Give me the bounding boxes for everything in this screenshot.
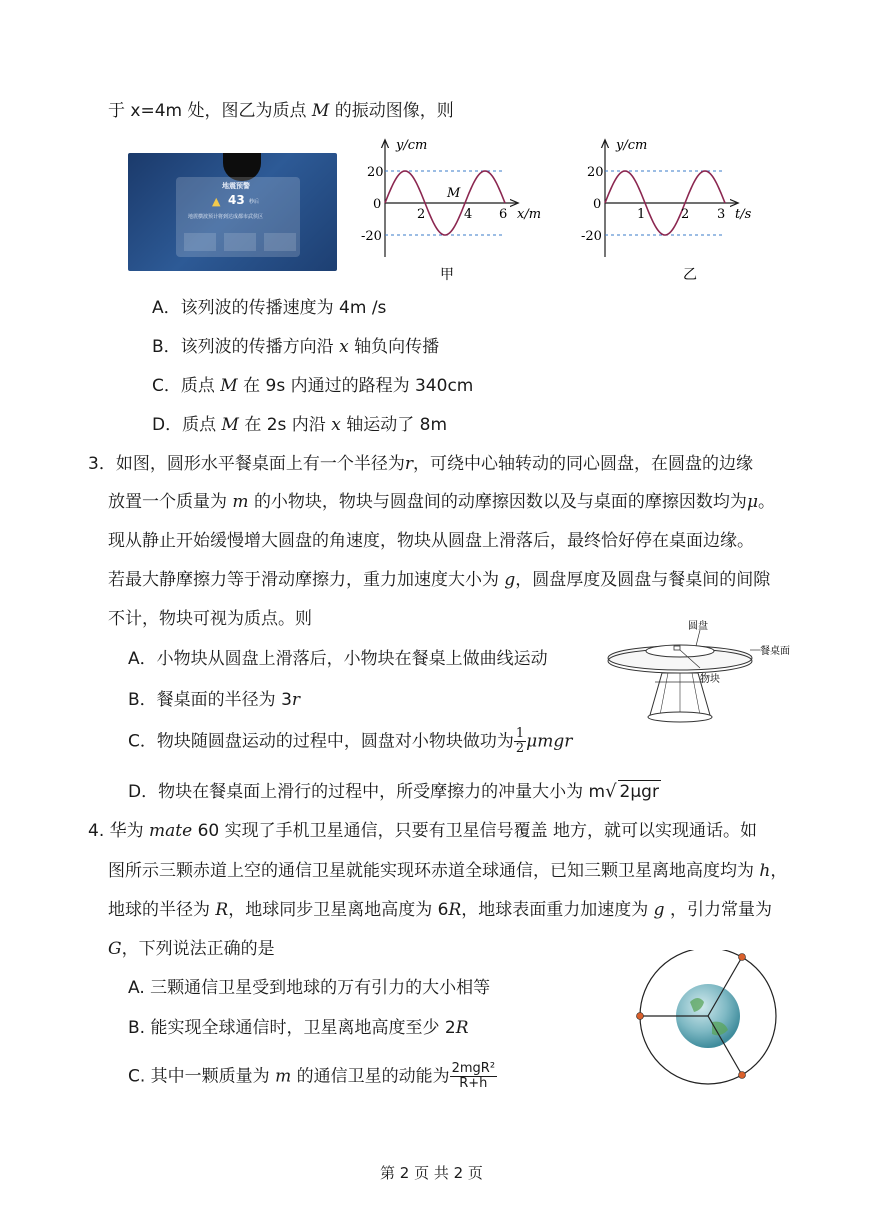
var-m: m xyxy=(275,1066,292,1087)
x-label: t/s xyxy=(735,207,752,222)
warning-triangle-icon: ▲ xyxy=(212,195,221,208)
table-base xyxy=(648,712,712,722)
option-text-end: 轴运动了 8m xyxy=(346,415,447,435)
var-g: g xyxy=(504,570,516,590)
numerator: 2mgR² xyxy=(451,1061,496,1076)
label-table: 餐桌面 xyxy=(760,646,790,657)
q4-option-a xyxy=(128,977,490,999)
q3-option-c xyxy=(128,727,572,756)
var-m: M xyxy=(220,376,238,396)
countdown-unit: 秒后 xyxy=(249,199,260,205)
y-tick-neg20: -20 xyxy=(581,229,602,244)
option-text-end: 在 9s 内通过的路程为 340cm xyxy=(243,376,474,396)
disk-pointer xyxy=(696,630,700,646)
var-h: h xyxy=(759,861,771,881)
var-r: r xyxy=(291,690,301,710)
option-text: B．餐桌面的半径为 3 xyxy=(128,690,292,710)
option-text: B．该列波的传播方向沿 xyxy=(152,337,334,357)
text: 。 xyxy=(758,492,775,512)
label-block: 物块 xyxy=(700,674,720,685)
y-tick-0: 0 xyxy=(373,197,382,212)
q4-line-2 xyxy=(108,860,787,882)
var-x: x xyxy=(339,337,349,357)
q3-line-5 xyxy=(108,608,312,630)
text: 的小物块，物块与圆盘间的动摩擦因数以及与桌面的摩擦因数均为 xyxy=(253,492,747,512)
option-text: 的通信卫星的动能为 xyxy=(296,1066,450,1087)
photo-button-3 xyxy=(264,233,296,251)
sqrt-icon: √ xyxy=(605,781,617,802)
option-text: B. 能实现全球通信时，卫星离地高度至少 2 xyxy=(128,1018,456,1038)
q3-option-a xyxy=(128,648,548,670)
q3-line-4 xyxy=(108,569,770,591)
satellite-2 xyxy=(637,1013,644,1020)
text: 图所示三颗赤道上空的通信卫星就能实现环赤道全球通信，已知三颗卫星离地高度均为 xyxy=(108,861,754,881)
var-R: R xyxy=(215,900,229,920)
option-text: C. 其中一颗质量为 xyxy=(128,1066,270,1087)
q2-option-c xyxy=(152,375,473,397)
point-m-label: M xyxy=(447,186,461,201)
intro-text: 于 x=4m 处，图乙为质点 xyxy=(108,101,307,121)
text: 地球的半径为 xyxy=(108,900,210,920)
q3-line-2 xyxy=(108,491,775,513)
y-label: y/cm xyxy=(396,138,428,153)
caption-yi: 乙 xyxy=(683,267,697,283)
option-text: D．质点 xyxy=(152,415,217,435)
var-R: R xyxy=(448,900,462,920)
earthquake-warning-photo xyxy=(128,153,337,271)
photo-title: 地震预警 xyxy=(222,182,250,190)
option-text: A．该列波的传播速度为 4m /s xyxy=(152,298,387,318)
text: ，可绕中心轴转动的同心圆盘，在圆盘的边缘 xyxy=(412,454,753,474)
x-label: x/m xyxy=(517,207,542,222)
text: ，下列说法正确的是 xyxy=(121,939,275,959)
graph-yi xyxy=(565,135,765,285)
denominator: 2 xyxy=(515,741,525,756)
y-label: y/cm xyxy=(616,138,648,153)
expr-mumgr: μmgr xyxy=(526,731,573,752)
var-m: M xyxy=(311,101,330,121)
q4-line-3 xyxy=(108,899,772,921)
option-text: A．小物块从圆盘上滑落后，小物块在餐桌上做曲线运动 xyxy=(128,649,548,669)
var-r: r xyxy=(404,454,413,474)
q3-option-d xyxy=(128,780,661,803)
x-tick-2: 2 xyxy=(681,207,690,222)
q2-option-a xyxy=(152,297,386,319)
text: ，引力常量为 xyxy=(669,900,772,920)
var-m: M xyxy=(221,415,239,435)
text: ， xyxy=(770,861,788,881)
x-tick-4: 4 xyxy=(464,207,473,222)
q2-option-d xyxy=(152,414,447,436)
y-tick-neg20: -20 xyxy=(361,229,382,244)
text: 放置一个质量为 xyxy=(108,492,227,512)
var-x: x xyxy=(331,415,341,435)
intro-suffix: 的振动图像，则 xyxy=(334,101,454,121)
var-m: m xyxy=(232,492,249,512)
text: 现从静止开始缓慢增大圆盘的角速度，物块从圆盘上滑落后，最终恰好停在桌面边缘。 xyxy=(108,531,754,551)
photo-button-1 xyxy=(184,233,216,251)
var-g: g xyxy=(653,900,665,920)
page-footer: 第 2 页 共 2 页 xyxy=(380,1164,483,1182)
satellite-3 xyxy=(739,1072,746,1079)
option-text: C．物块随圆盘运动的过程中，圆盘对小物块做功为 xyxy=(128,731,514,752)
q3-line-3 xyxy=(108,530,754,552)
text: 若最大静摩擦力等于滑动摩擦力，重力加速度大小为 xyxy=(108,570,499,590)
table-figure xyxy=(600,620,830,730)
text: ，圆盘厚度及圆盘与餐桌间的间隙 xyxy=(515,570,771,590)
text: 不计，物块可视为质点。则 xyxy=(108,609,312,629)
denominator: R+h xyxy=(459,1076,488,1091)
photo-message: 地震横波预计将到达成都市武侯区 xyxy=(188,214,264,220)
numerator: 1 xyxy=(515,726,525,741)
option-text-end: 轴负向传播 xyxy=(354,337,440,357)
x-tick-6: 6 xyxy=(499,207,508,222)
option-text: D．物块在餐桌面上滑行的过程中，所受摩擦力的冲量大小为 m xyxy=(128,782,606,802)
option-text: A. 三颗通信卫星受到地球的万有引力的大小相等 xyxy=(128,978,491,998)
satellite-figure xyxy=(632,950,782,1090)
q4-option-b xyxy=(128,1017,469,1039)
countdown-number: 43 xyxy=(228,193,245,207)
q4-option-c xyxy=(128,1062,497,1091)
y-tick-20: 20 xyxy=(367,165,384,180)
q4-line-4 xyxy=(108,938,275,960)
intro-line xyxy=(108,100,454,122)
fraction-kinetic xyxy=(450,1062,497,1091)
option-text: C．质点 xyxy=(152,376,215,396)
mate-text: mate xyxy=(149,821,193,841)
q4-line-1 xyxy=(88,820,757,842)
q3-option-b xyxy=(128,689,300,711)
graph-jia xyxy=(345,135,545,285)
block xyxy=(674,646,680,650)
y-tick-0: 0 xyxy=(593,197,602,212)
x-tick-3: 3 xyxy=(717,207,726,222)
satellite-1 xyxy=(739,954,746,961)
q2-option-b xyxy=(152,336,439,358)
var-G: G xyxy=(108,939,122,959)
text: 3．如图，圆形水平餐桌面上有一个半径为 xyxy=(88,454,405,474)
var-R: R xyxy=(455,1018,469,1038)
text: ，地球同步卫星离地高度为 6 xyxy=(228,900,449,920)
var-mu: μ xyxy=(746,492,758,512)
label-disk: 圆盘 xyxy=(688,621,708,632)
fraction-one-half xyxy=(514,727,526,756)
text: 60 实现了手机卫星通信，只要有卫星信号覆盖 地方，就可以实现通话。如 xyxy=(197,821,758,841)
option-text-mid: 在 2s 内沿 xyxy=(244,415,326,435)
caption-jia: 甲 xyxy=(440,267,454,283)
text: 4. 华为 xyxy=(88,821,144,841)
photo-button-2 xyxy=(224,233,256,251)
y-tick-20: 20 xyxy=(587,165,604,180)
q3-line-1 xyxy=(88,453,753,475)
text: ，地球表面重力加速度为 xyxy=(461,900,649,920)
x-tick-1: 1 xyxy=(637,207,646,222)
sqrt-content: 2μgr xyxy=(619,782,659,802)
x-tick-2: 2 xyxy=(417,207,426,222)
